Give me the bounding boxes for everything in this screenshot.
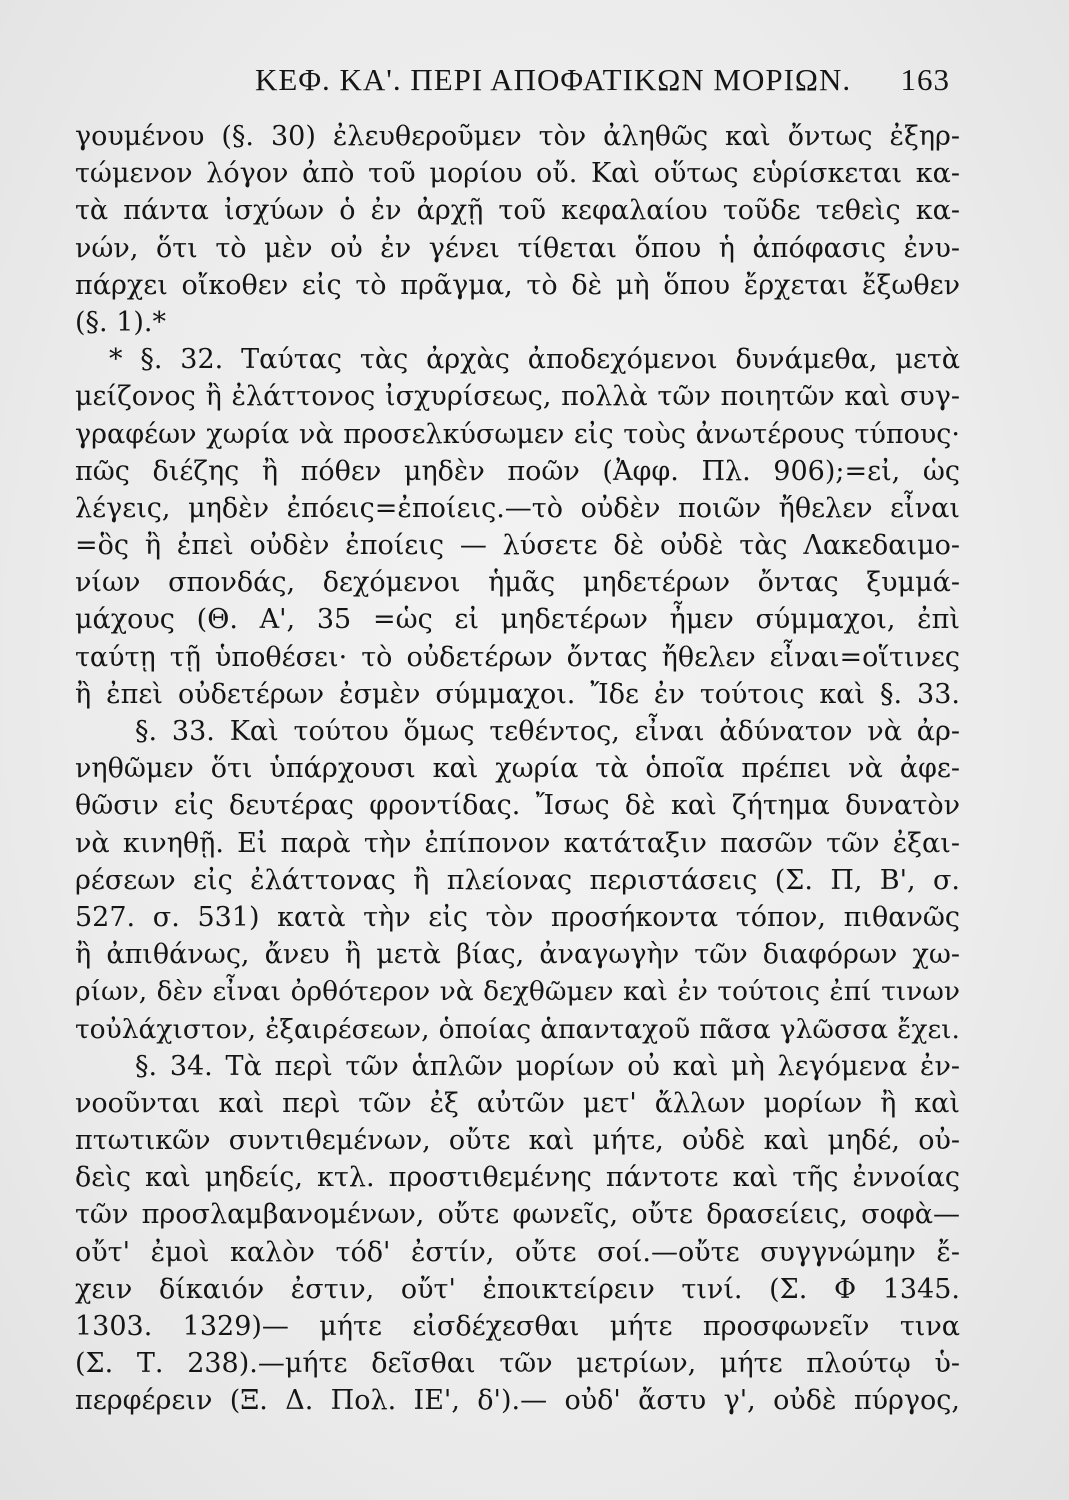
- text-line: μείζονος ἢ ἐλάττονος ἰσχυρίσεως, πολλὰ τῶν ποιητῶν καὶ συγ-: [75, 381, 960, 413]
- text-line: τώμενον λόγον ἀπὸ τοῦ μορίου οὔ. Καὶ οὕτως εὑρίσκεται κα-: [75, 158, 960, 190]
- text-line: γραφέων χωρία νὰ προσελκύσωμεν εἰς τοὺς ἀνωτέρους τύπους·: [75, 418, 960, 450]
- text-line: =ὃς ἢ ἐπεὶ οὐδὲν ἐποίεις — λύσετε δὲ οὐδὲ τὰς Λακεδαιμο-: [75, 530, 960, 562]
- text-line: ἢ ἀπιθάνως, ἄνευ ἢ μετὰ βίας, ἀναγωγὴν τῶν διαφόρων χω-: [75, 939, 960, 971]
- text-line: μάχους (Θ. Α', 35 =ὡς εἰ μηδετέρων ἦμεν σύμμαχοι, ἐπὶ: [75, 604, 960, 636]
- section-34-start: §. 34. Τὰ περὶ τῶν ἁπλῶν μορίων οὐ καὶ μὴ λεγόμενα ἐν-: [135, 1050, 960, 1082]
- text-line: νηθῶμεν ὅτι ὑπάρχουσι καὶ χωρία τὰ ὁποῖα πρέπει νὰ ἀφε-: [75, 753, 960, 785]
- text-line: 527. σ. 531) κατὰ τὴν εἰς τὸν προσήκοντα τόπον, πιθανῶς: [75, 901, 960, 933]
- text-line: τοὐλάχιστον, ἐξαιρέσεων, ὁποίας ἁπανταχοῦ πᾶσα γλῶσσα ἔχει.: [75, 1013, 960, 1045]
- text-line: νοοῦνται καὶ περὶ τῶν ἐξ αὐτῶν μετ' ἄλλων μορίων ἢ καὶ: [75, 1087, 960, 1119]
- text-line: γουμένου (§. 30) ἐλευθεροῦμεν τὸν ἀληθῶς καὶ ὄντως ἐξηρ-: [75, 121, 960, 152]
- text-line: χειν δίκαιόν ἐστιν, οὔτ' ἐποικτείρειν τινί. (Σ. Φ 1345.: [75, 1273, 960, 1305]
- page-header: [255, 62, 955, 112]
- text-line: πτωτικῶν συντιθεμένων, οὔτε καὶ μήτε, οὐδὲ καὶ μηδέ, οὐ-: [75, 1125, 960, 1157]
- text-line: (§. 1).*: [75, 306, 166, 338]
- text-line: θῶσιν εἰς δευτέρας φροντίδας. Ἴσως δὲ καὶ ζήτημα δυνατὸν: [75, 790, 960, 822]
- text-line: τῶν προσλαμβανομένων, οὔτε φωνεῖς, οὔτε δρασείεις, σοφὰ—: [75, 1199, 960, 1231]
- text-line: πῶς διέζης ἢ πόθεν μηδὲν ποῶν (Ἀφφ. Πλ. 906);=εἰ, ὡς: [75, 455, 960, 487]
- text-line: οὔτ' ἐμοὶ καλὸν τόδ' ἐστίν, οὔτε σοί.—οὔτε συγγνώμην ἔ-: [75, 1236, 960, 1268]
- running-title: ΚΕΦ. ΚΑ'. ΠΕΡΙ ΑΠΟΦΑΤΙΚΩΝ ΜΟΡΙΩΝ.: [255, 62, 852, 97]
- text-line: νών, ὅτι τὸ μὲν οὐ ἐν γένει τίθεται ὅπου ἡ ἀπόφασις ἐνυ-: [75, 232, 960, 264]
- text-line: δεὶς καὶ μηδείς, κτλ. προστιθεμένης πάντοτε καὶ τῆς ἐννοίας: [75, 1162, 960, 1194]
- text-line: λέγεις, μηδὲν ἐπόεις=ἐποίεις.—τὸ οὐδὲν ποιῶν ἤθελεν εἶναι: [75, 492, 960, 524]
- text-line: τὰ πάντα ἰσχύων ὁ ἐν ἀρχῇ τοῦ κεφαλαίου τοῦδε τεθεὶς κα-: [75, 195, 960, 227]
- text-line: (Σ. Τ. 238).—μήτε δεῖσθαι τῶν μετρίων, μήτε πλούτῳ ὑ-: [75, 1348, 960, 1380]
- body-text: [75, 118, 960, 1420]
- footnote-paragraph-start: * §. 32. Ταύτας τὰς ἀρχὰς ἀποδεχόμενοι δυνάμεθα, μετὰ: [109, 344, 960, 376]
- text-line: ρέσεων εἰς ἐλάττονας ἢ πλείονας περιστάσεις (Σ. Π, Β', σ.: [75, 864, 960, 896]
- text-line: 1303. 1329)— μήτε εἰσδέχεσθαι μήτε προσφωνεῖν τινα: [75, 1311, 960, 1342]
- text-line: νίων σπονδάς, δεχόμενοι ἡμᾶς μηδετέρων ὄντας ξυμμά-: [75, 567, 960, 599]
- section-33-start: §. 33. Καὶ τούτου ὅμως τεθέντος, εἶναι ἀδύνατον νὰ ἀρ-: [135, 716, 960, 747]
- text-line: νὰ κινηθῇ. Εἰ παρὰ τὴν ἐπίπονον κατάταξιν πασῶν τῶν ἐξαι-: [75, 827, 960, 859]
- page-number: 163: [900, 62, 950, 97]
- text-line: ταύτῃ τῇ ὑποθέσει· τὸ οὐδετέρων ὄντας ἤθελεν εἶναι=οἵτινες: [75, 641, 960, 673]
- text-line: ἢ ἐπεὶ οὐδετέρων ἐσμὲν σύμμαχοι. Ἴδε ἐν τούτοις καὶ §. 33.: [75, 678, 960, 710]
- text-line: πάρχει οἴκοθεν εἰς τὸ πρᾶγμα, τὸ δὲ μὴ ὅπου ἔρχεται ἔξωθεν: [75, 269, 960, 301]
- text-line: περφέρειν (Ξ. Δ. Πολ. ΙΕ', δ').— οὐδ' ἄστυ γ', οὐδὲ πύργος,: [75, 1385, 960, 1417]
- text-line: ρίων, δὲν εἶναι ὀρθότερον νὰ δεχθῶμεν καὶ ἐν τούτοις ἐπί τινων: [75, 976, 960, 1008]
